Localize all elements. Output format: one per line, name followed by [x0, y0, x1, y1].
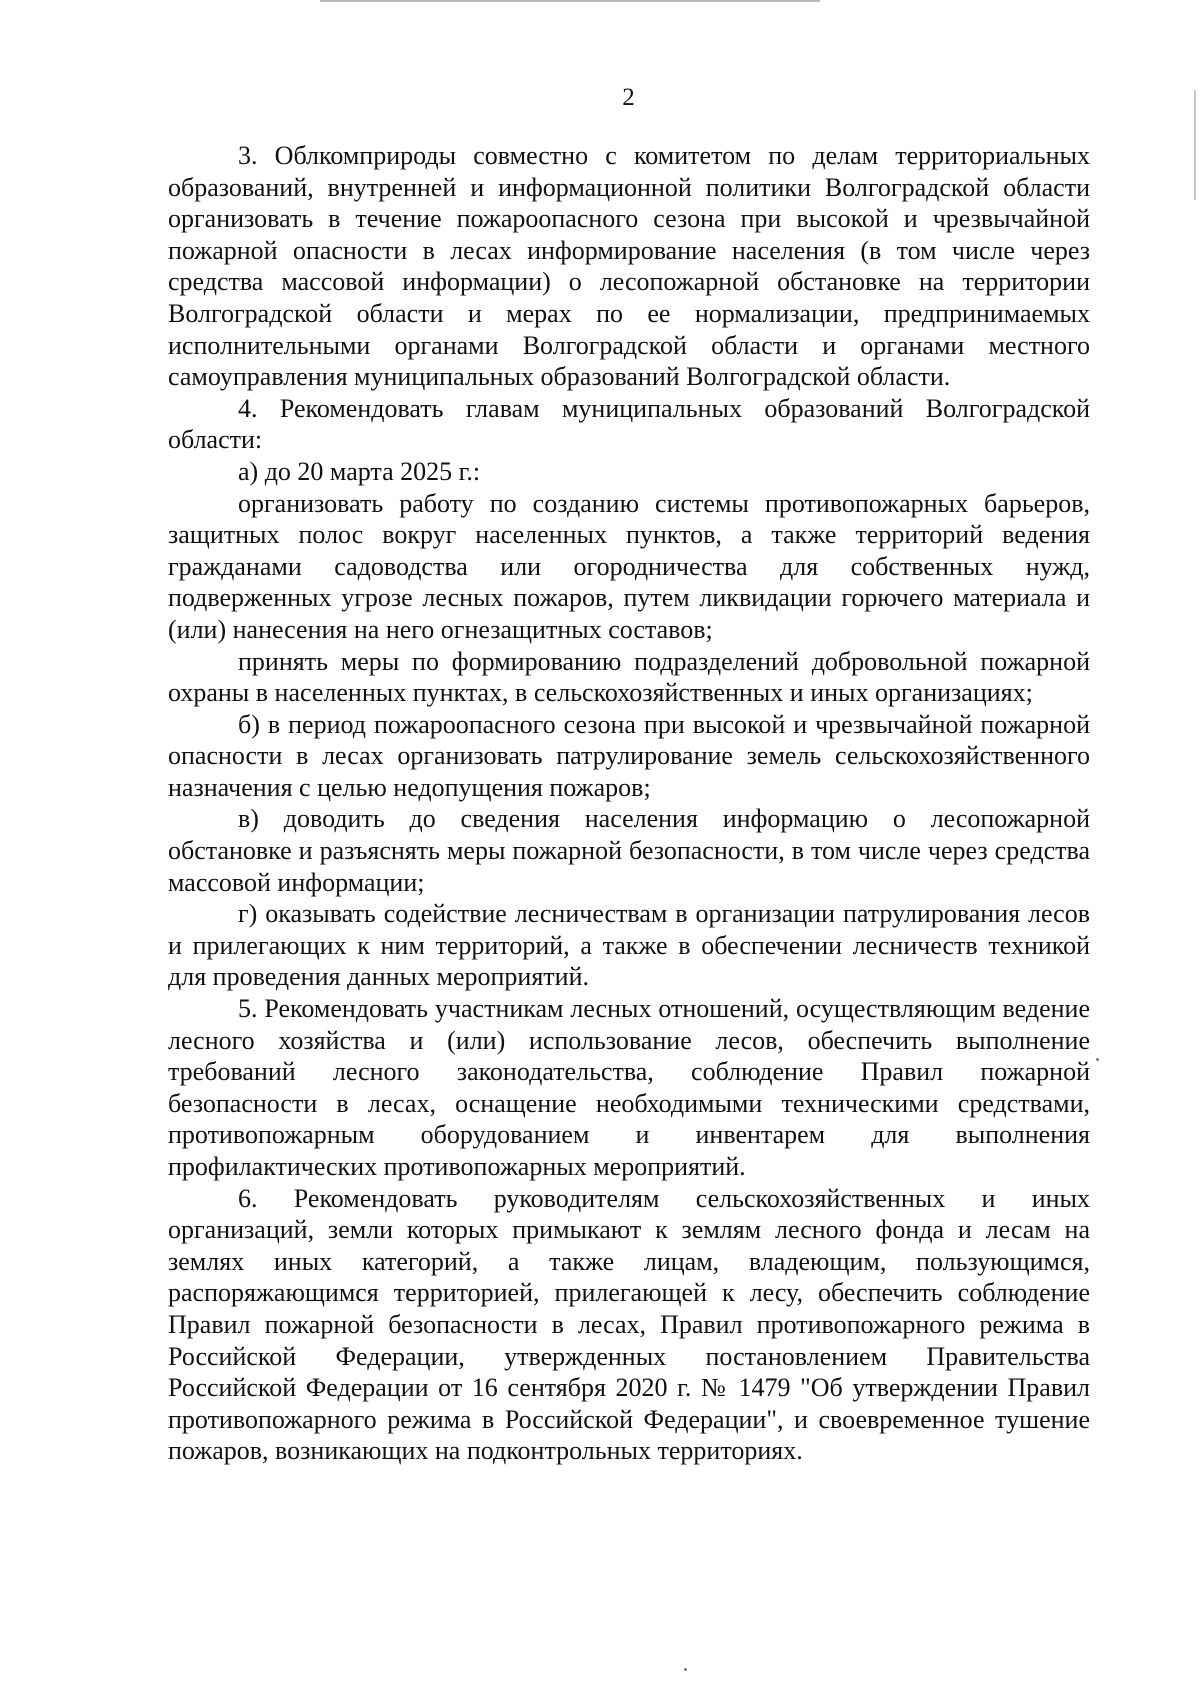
scan-speck: [1096, 1058, 1099, 1061]
paragraph-4a-item-1: организовать работу по созданию системы противопожарных барьеров, защитных полос вокруг населенных пунктов, а также территорий ведения гражданами садоводства или огородничества для собственных нужд, подверженных угрозе лесных пожаров, путем ликвидации горючего материала и (или) нанесения на него огнезащитных составов;: [168, 488, 1090, 644]
paragraph-6: 6. Рекомендовать руководителям сельскохозяйственных и иных организаций, земли которых примыкают к землям лесного фонда и лесам на землях иных категорий, а также лицам, владеющим, пользующимся, распоряжающимся территорией, прилегающей к лесу, обеспечить соблюдение Правил пожарной безопасности в лесах, Правил противопожарного режима в Российской Федерации, утвержденных постановлением Правительства Российской Федерации от 16 сентября 2020 г. № 1479 "Об утверждении Правил противопожарного режима в Российской Федерации", и своевременное тушение пожаров, возникающих на подконтрольных территориях.: [168, 1183, 1090, 1466]
paragraph-4g: г) оказывать содействие лесничествам в организации патрулирования лесов и прилегающих к ним территорий, а также в обеспечении лесничеств техникой для проведения данных мероприятий.: [168, 899, 1090, 992]
paragraph-4v: в) доводить до сведения населения информацию о лесопожарной обстановке и разъяснять меры пожарной безопасности, в том числе через средства массовой информации;: [168, 804, 1090, 897]
scan-speck: [684, 1668, 687, 1671]
paragraph-4a: а) до 20 марта 2025 г.:: [238, 456, 481, 486]
paragraph-4b: б) в период пожароопасного сезона при высокой и чрезвычайной пожарной опасности в лесах организовать патрулирование земель сельскохозяйственного назначения с целью недопущения пожаров;: [168, 709, 1090, 802]
page-number: 2: [622, 84, 635, 111]
scan-top-edge: [320, 0, 820, 2]
paragraph-5: 5. Рекомендовать участникам лесных отношений, осуществляющим ведение лесного хозяйства и (или) использование лесов, обеспечить выполнение требований лесного законодательства, соблюдение Правил пожарной безопасности в лесах, оснащение необходимыми техническими средствами, противопожарным оборудованием и инвентарем для выполнения профилактических противопожарных мероприятий.: [168, 994, 1090, 1181]
paragraph-3: 3. Облкомприроды совместно с комитетом по делам территориальных образований, внутренней и информационной политики Волгоградской области организовать в течение пожароопасного сезона при высокой и чрезвычайной пожарной опасности в лесах информирование населения (в том числе через средства массовой информации) о лесопожарной обстановке на территории Волгоградской области и мерах по ее нормализации, предпринимаемых исполнительными органами Волгоградской области и органами местного самоуправления муниципальных образований Волгоградской области.: [168, 141, 1090, 392]
paragraph-4a-item-2: принять меры по формированию подразделений добровольной пожарной охраны в населенных пунктах, в сельскохозяйственных и иных организациях;: [168, 646, 1090, 708]
document-body: [168, 140, 1090, 1467]
paragraph-4: 4. Рекомендовать главам муниципальных образований Волгоградской области:: [168, 393, 1090, 455]
